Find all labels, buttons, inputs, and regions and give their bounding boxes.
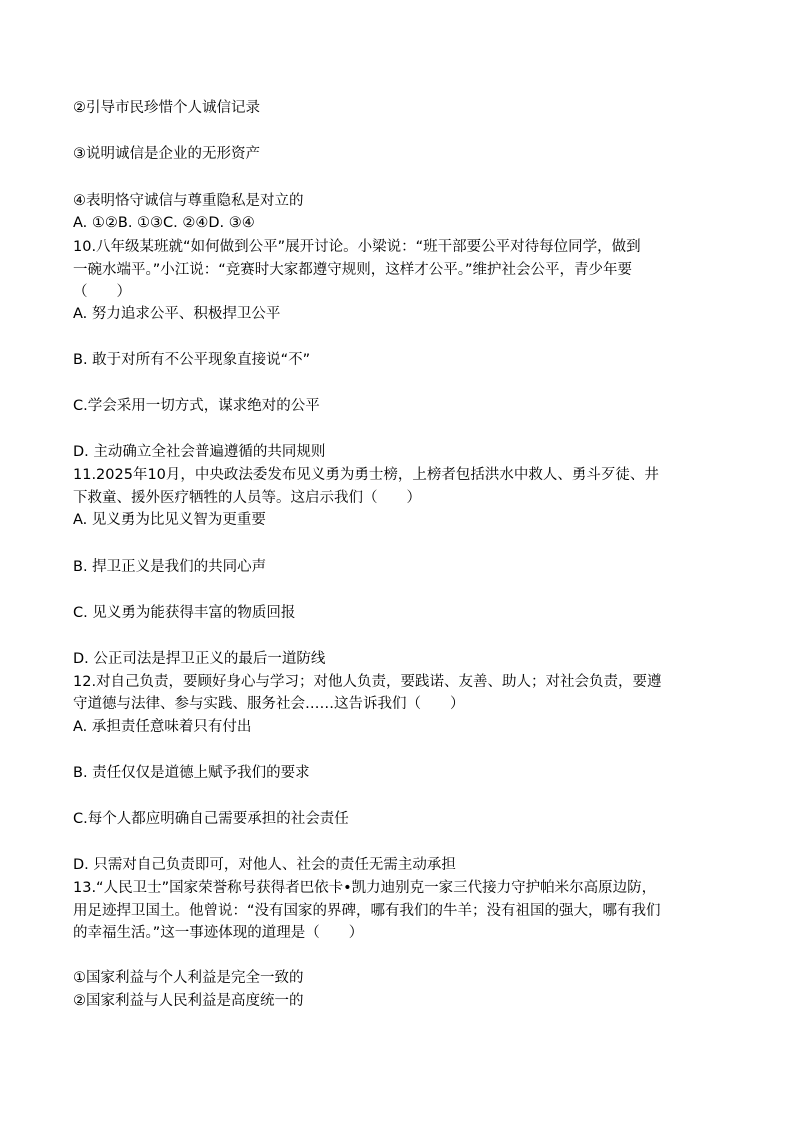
question-10-option-c: C.学会采用一切方式，谋求绝对的公平 — [73, 398, 320, 414]
question-10-option-b: B. 敢于对所有不公平现象直接说“不” — [73, 352, 311, 368]
question-10-blank: （ ） — [73, 284, 131, 300]
question-12-option-d: D. 只需对自己负责即可，对他人、社会的责任无需主动承担 — [73, 857, 456, 873]
question-10-line-2: 一碗水端平。”小江说：“竞赛时大家都遵守规则，这样才公平。”维护社会公平，青少年要 — [73, 262, 633, 278]
question-12-option-c: C.每个人都应明确自己需要承担的社会责任 — [73, 811, 349, 827]
question-11-line-1: 11.2025年10月，中央政法委发布见义勇为勇士榜，上榜者包括洪水中救人、勇斗歹徒、井 — [73, 467, 659, 483]
question-12-line-1: 12.对自己负责，要顾好身心与学习；对他人负责，要践诺、友善、助人；对社会负责，要遵 — [73, 674, 662, 690]
question-12-option-b: B. 责任仅仅是道德上赋予我们的要求 — [73, 765, 310, 781]
question-13-option-2: ②国家利益与人民利益是高度统一的 — [73, 993, 304, 1009]
answer-choices-9: A. ①②B. ①③C. ②④D. ③④ — [73, 215, 255, 231]
question-13-line-2: 用足迹捍卫国土。他曾说：“没有国家的界碑，哪有我们的牛羊；没有祖国的强大，哪有我们 — [73, 903, 661, 919]
question-13-option-1: ①国家利益与个人利益是完全一致的 — [73, 970, 304, 986]
question-13-line-1: 13.“人民卫士”国家荣誉称号获得者巴依卡•凯力迪别克一家三代接力守护帕米尔高原边防， — [73, 880, 657, 896]
question-11-option-b: B. 捍卫正义是我们的共同心声 — [73, 559, 267, 575]
question-11-option-a: A. 见义勇为比见义智为更重要 — [73, 512, 266, 528]
question-11-option-c: C. 见义勇为能获得丰富的物质回报 — [73, 605, 296, 621]
question-12-line-2: 守道德与法律、参与实践、服务社会……这告诉我们（ ） — [73, 696, 465, 712]
question-13-line-3: 的幸福生活。”这一事迹体现的道理是（ ） — [73, 925, 364, 941]
option-4: ④表明恪守诚信与尊重隐私是对立的 — [73, 193, 304, 209]
option-3: ③说明诚信是企业的无形资产 — [73, 146, 260, 162]
question-10-option-a: A. 努力追求公平、积极捍卫公平 — [73, 306, 281, 322]
question-11-option-d: D. 公正司法是捍卫正义的最后一道防线 — [73, 651, 326, 667]
question-10-line-1: 10.八年级某班就“如何做到公平”展开讨论。小梁说：“班干部要公平对待每位同学，做到 — [73, 239, 641, 255]
option-2: ②引导市民珍惜个人诚信记录 — [73, 100, 260, 116]
question-12-option-a: A. 承担责任意味着只有付出 — [73, 719, 252, 735]
question-10-option-d: D. 主动确立全社会普遍遵循的共同规则 — [73, 444, 326, 460]
question-11-line-2: 下救童、援外医疗牺牲的人员等。这启示我们（ ） — [73, 490, 421, 506]
